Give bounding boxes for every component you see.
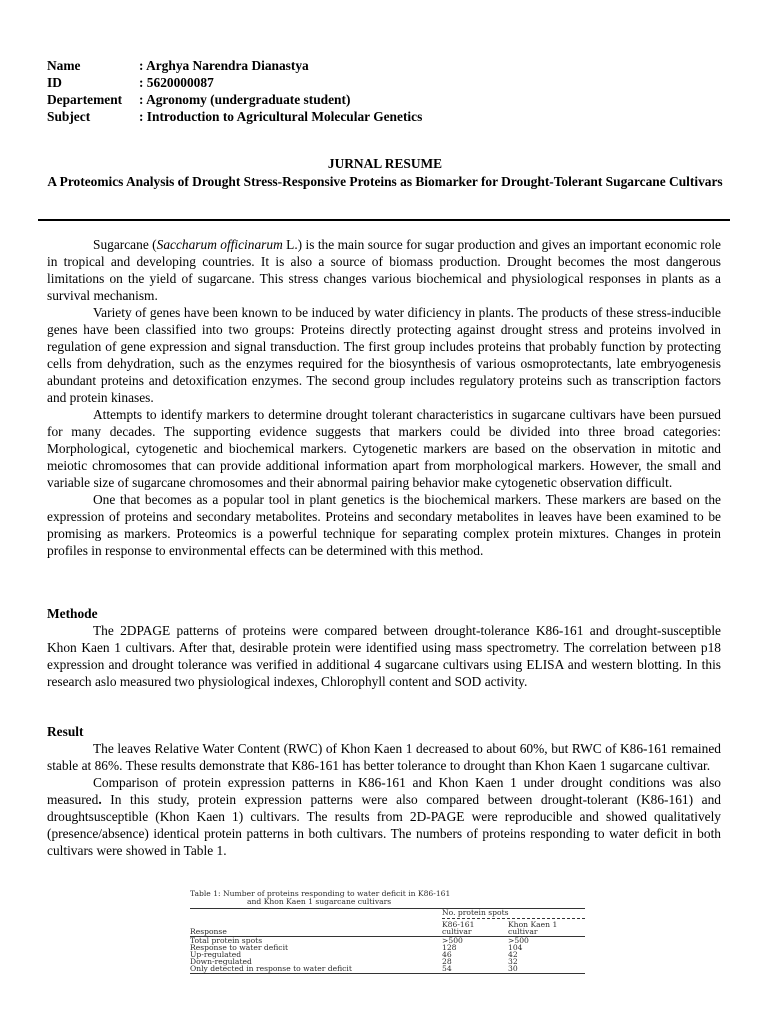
table-row-response: Down-regulated: [190, 957, 252, 966]
intro-paragraph-3: Attempts to identify markers to determine drought tolerant characteristics in sugarcane cultivars have been pursued for many decades. The supporting evidence suggests that markers could be divided into three broad categories: Morphological, cytogenetic and biochemical markers. Cytogenetic markers are based on the observation in mitotic and meiotic chromosomes that can provide additional information apart from morphological markers. However, the small and variable size of sugarcane chromosomes and their abnormal pairing behavior make cytogenetic observation difficult.: [47, 407, 721, 490]
student-info-header: [47, 57, 422, 125]
id-label: ID: [47, 75, 62, 90]
result-paragraph-2: Comparison of protein expression patterns in K86-161 and Khon Kaen 1 under drought conditions was also measured. In this study, protein expression patterns were also compared between drought-tolerant (K86-161) and droughtsusceptible (Khon Kaen 1) cultivars. The results from 2D-PAGE were reproducible and showed qualitatively (presence/absence) identical protein patterns in both cultivars. The numbers of proteins responding to water deficit in both cultivars were showed in Table 1.: [47, 775, 721, 858]
col-khonkaen-header-2: cultivar: [508, 927, 538, 936]
title-block: [40, 155, 730, 190]
col-k86-header-1: K86-161: [442, 920, 475, 929]
table-row-khonkaen: 42: [508, 950, 518, 959]
result-section: [47, 740, 721, 859]
id-value: : 5620000087: [139, 75, 214, 90]
name-label: Name: [47, 58, 81, 73]
table-row-response: Only detected in response to water deficit: [190, 964, 352, 973]
table-row-k86: 28: [442, 957, 452, 966]
table-row-khonkaen: 104: [508, 943, 523, 952]
intro-section: [47, 236, 721, 559]
table-row-response: Response to water deficit: [190, 943, 289, 952]
header-row-id: [47, 74, 422, 91]
col-response-header: Response: [190, 927, 227, 936]
species-name: Saccharum officinarum: [156, 237, 283, 252]
intro-paragraph-2: Variety of genes have been known to be induced by water dificiency in plants. The products of these stress-inducible genes have been classified into two groups: Proteins directly protecting against drought stress and proteins involved in regulation of gene expression and signal transduction. The first group includes proteins that probably function by protecting cells from dehydration, such as the enzymes required for the biosynthesis of various osmoprotectants, late embryogenesis abundant proteins and detoxification enzymes. The second group includes regulatory proteins such as transcription factors and protein kinases.: [47, 305, 721, 405]
table-row-k86: 128: [442, 943, 457, 952]
header-row-name: [47, 57, 422, 74]
col-khonkaen-header-1: Khon Kaen 1: [508, 920, 558, 929]
table-row-khonkaen: >500: [508, 936, 529, 945]
intro-paragraph-1: Sugarcane (Saccharum officinarum L.) is the main source for sugar production and gives an important economic role in tropical and developing countries. It is also a source of biomass production. Drought becomes the most dangerous limitations on the yield of sugarcane. This stress changes various biochemical and physiological responses in plants as a survival mechanism.: [47, 237, 721, 303]
header-row-department: [47, 91, 422, 108]
name-value: : Arghya Narendra Dianastya: [139, 58, 309, 73]
table-group-rule: [442, 918, 585, 919]
table-caption: Table 1: Number of proteins responding to water deficit in K86-161 and Khon Kaen 1 sugarcane cultivars: [190, 889, 451, 906]
table-group-header: No. protein spots: [442, 908, 509, 917]
methode-heading: Methode: [47, 606, 98, 621]
col-k86-header-2: cultivar: [442, 927, 472, 936]
table-row-k86: 54: [442, 964, 452, 973]
title-divider: [38, 219, 730, 221]
table-row-response: Up-regulated: [190, 950, 242, 959]
document-type-title: JURNAL RESUME: [327, 156, 443, 171]
subject-label: Subject: [47, 109, 91, 124]
subject-value: : Introduction to Agricultural Molecular Genetics: [139, 109, 423, 124]
table-row-k86: >500: [442, 936, 463, 945]
result-heading: Result: [47, 724, 84, 739]
result-paragraph-1: The leaves Relative Water Content (RWC) of Khon Kaen 1 decreased to about 60%, but RWC of K86-161 remained stable at 86%. These results demonstrate that K86-161 has better tolerance to drought than Khon Kaen 1 sugarcane cultivar.: [47, 741, 721, 773]
table-bottom-rule: [190, 973, 585, 974]
department-label: Departement: [47, 92, 123, 107]
table-row-k86: 46: [442, 950, 452, 959]
intro-paragraph-4: One that becomes as a popular tool in plant genetics is the biochemical markers. These markers are based on the expression of proteins and secondary metabolites. Proteins and secondary metabolites in leaves have been examined to be promising as markers. Proteomics is a powerful technique for separating complex protein mixtures. Changes in protein profiles in response to environmental effects can be determined with this method.: [47, 492, 721, 558]
table-row-khonkaen: 32: [508, 957, 518, 966]
table-row-response: Total protein spots: [190, 936, 263, 945]
article-title: A Proteomics Analysis of Drought Stress-Responsive Proteins as Biomarker for Drought-Tolerant Sugarcane Cultivars: [47, 173, 723, 189]
methode-paragraph: The 2DPAGE patterns of proteins were compared between drought-tolerance K86-161 and drought-susceptible Khon Kaen 1 cultivars. After that, desirable protein were identified using mass spectrometry. The correlation between p18 expression and drought tolerance was verified in additional 4 sugarcane cultivars using ELISA and western blotting. In this research aslo measured two physiological indexes, Chlorophyll content and SOD activity.: [47, 623, 721, 689]
table-top-rule: [190, 908, 585, 909]
department-value: : Agronomy (undergraduate student): [139, 92, 351, 107]
header-row-subject: [47, 108, 422, 125]
methode-section: [47, 622, 721, 690]
table-1: [188, 890, 590, 976]
table-row-khonkaen: 30: [508, 964, 518, 973]
